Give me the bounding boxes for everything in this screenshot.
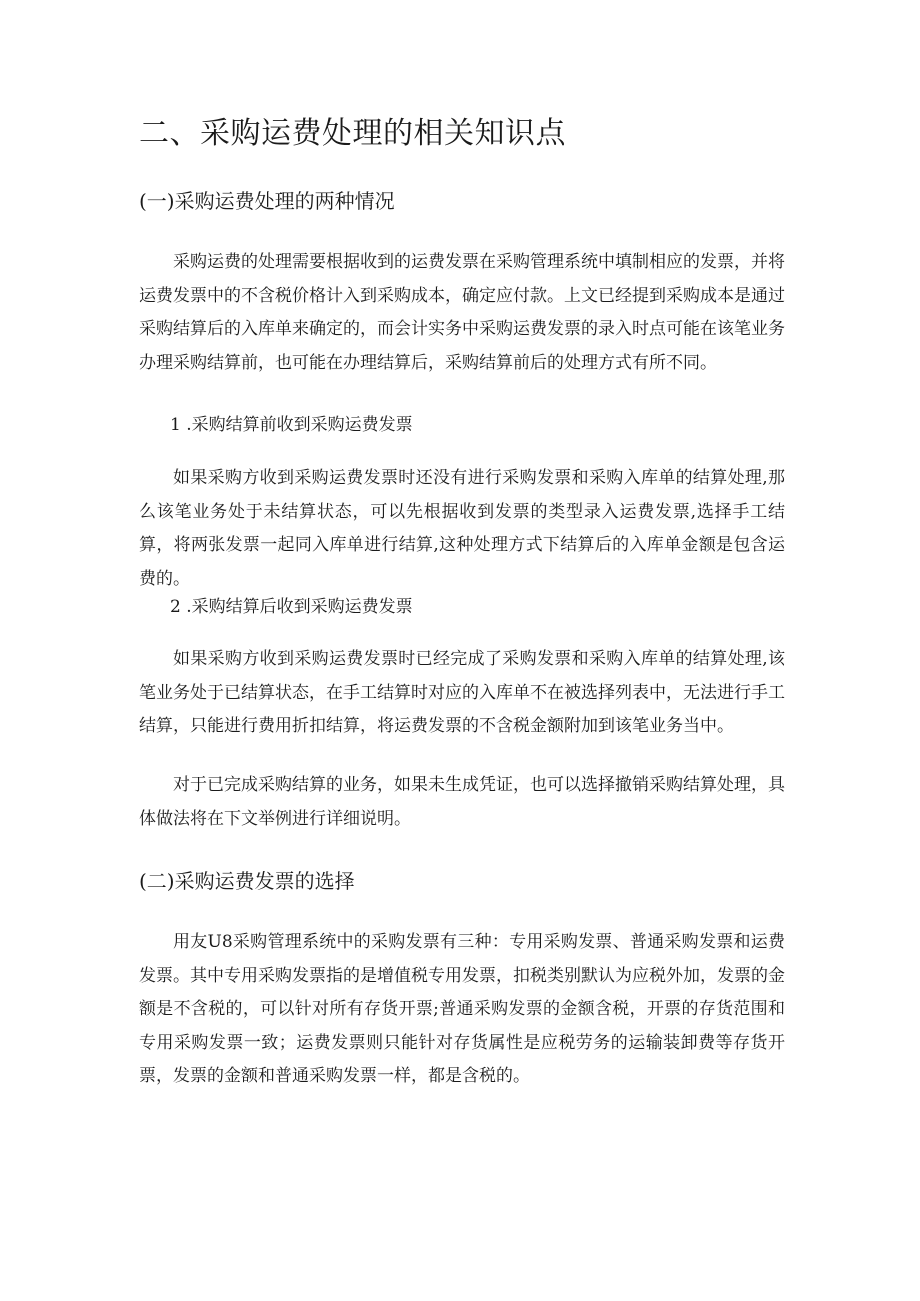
subsection-1-heading: 1 .采购结算前收到采购运费发票	[170, 415, 413, 435]
subsection-2-heading: 2 .采购结算后收到采购运费发票	[170, 597, 413, 617]
page-title: 二、采购运费处理的相关知识点	[139, 116, 566, 151]
section-1-heading: (一)采购运费处理的两种情况	[139, 189, 395, 213]
section-1-intro-paragraph: 采购运费的处理需要根据收到的运费发票在采购管理系统中填制相应的发票，并将运费发票中的不含税价格计入到采购成本，确定应付款。上文已经提到采购成本是通过采购结算后的入库单来确定的，而会计实务中采购运费发票的录入时点可能在该笔业务办理采购结算前，也可能在办理结算后，采购结算前后的处理方式有所不同。	[139, 252, 785, 373]
section-2-heading: (二)采购运费发票的选择	[139, 869, 355, 893]
section-1-closing-paragraph: 对于已完成采购结算的业务，如果未生成凭证，也可以选择撤销采购结算处理，具体做法将在下文举例进行详细说明。	[139, 775, 785, 829]
subsection-1-paragraph: 如果采购方收到采购运费发票时还没有进行采购发票和采购入库单的结算处理,那么该笔业务处于未结算状态，可以先根据收到发票的类型录入运费发票,选择手工结算，将两张发票一起同入库单进行结算,这种处理方式下结算后的入库单金额是包含运费的。	[139, 468, 785, 589]
section-2-paragraph: 用友U8采购管理系统中的采购发票有三种：专用采购发票、普通采购发票和运费发票。其中专用采购发票指的是增值税专用发票，扣税类别默认为应税外加，发票的金额是不含税的，可以针对所有存货开票;普通采购发票的金额含税，开票的存货范围和专用采购发票一致；运费发票则只能针对存货属性是应税劳务的运输装卸费等存货开票，发票的金额和普通采购发票一样，都是含税的。	[139, 932, 785, 1086]
subsection-2-paragraph: 如果采购方收到采购运费发票时已经完成了采购发票和采购入库单的结算处理,该笔业务处于已结算状态，在手工结算时对应的入库单不在被选择列表中，无法进行手工结算，只能进行费用折扣结算，将运费发票的不含税金额附加到该笔业务当中。	[139, 649, 785, 736]
